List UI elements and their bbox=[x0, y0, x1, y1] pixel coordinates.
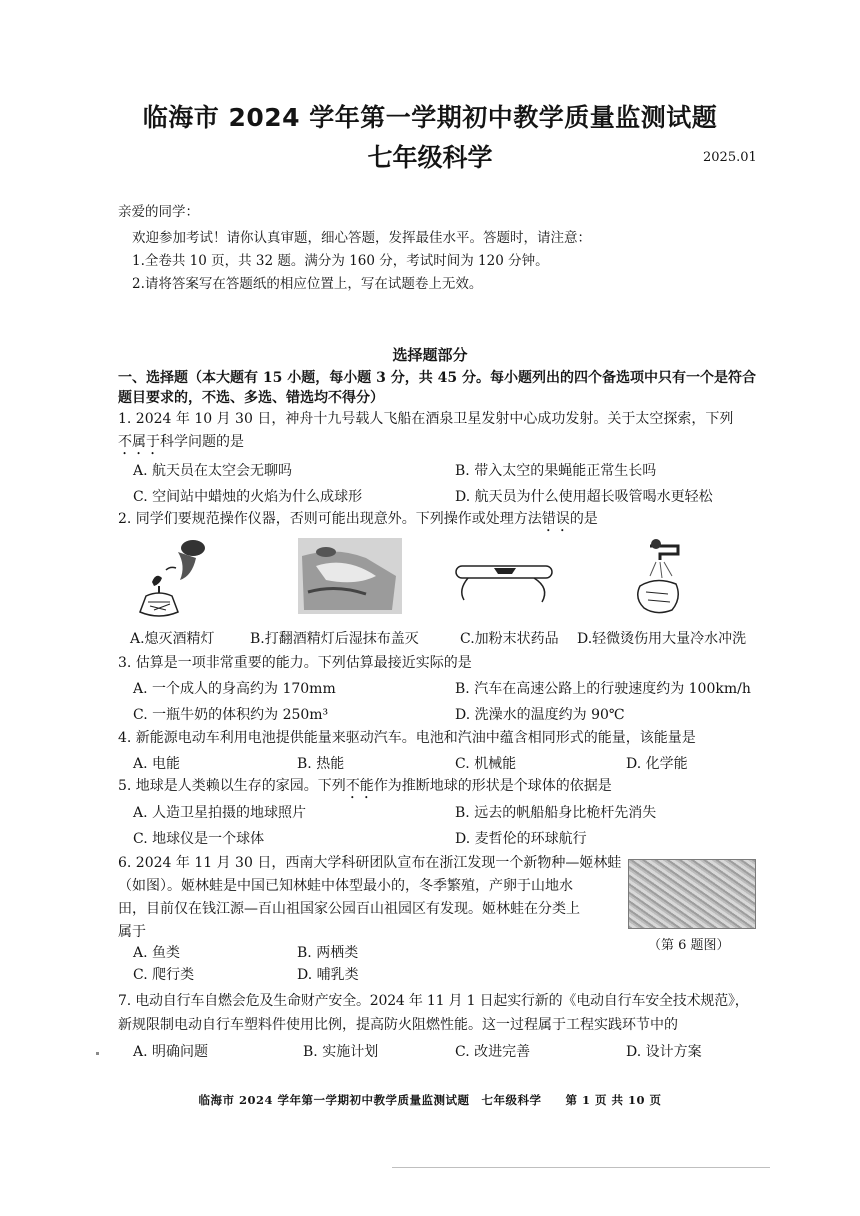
option-3c: C. 一瓶牛奶的体积约为 250m³ bbox=[133, 707, 329, 723]
emphasis-text: 不属于 bbox=[118, 434, 160, 450]
stem-text: 5. 地球是人类赖以生存的家园。下列 bbox=[118, 778, 346, 794]
option-5c: C. 地球仪是一个球体 bbox=[133, 831, 265, 847]
option-3b: B. 汽车在高速公路上的行驶速度约为 100km/h bbox=[455, 681, 751, 697]
figure-caption-q6: （第 6 题图） bbox=[648, 938, 730, 953]
option-6d: D. 哺乳类 bbox=[297, 967, 359, 983]
option-1c: C. 空间站中蜡烛的火焰为什么成球形 bbox=[133, 489, 363, 505]
option-5a: A. 人造卫星拍摄的地球照片 bbox=[133, 805, 307, 821]
stem-text: 科学问题的是 bbox=[160, 434, 244, 450]
option-6b: B. 两栖类 bbox=[297, 945, 359, 961]
question-6-stem: （如图）。姬林蛙是中国已知林蛙中体型最小的，冬季繁殖，产卵于山地水 bbox=[118, 878, 573, 894]
frog-photo bbox=[628, 859, 756, 929]
option-4d: D. 化学能 bbox=[626, 756, 688, 772]
stem-text: 作为推断地球的形状是个球体的依据是 bbox=[373, 778, 612, 794]
question-5-stem bbox=[118, 775, 612, 802]
question-6-stem: 田，目前仅在钱江源—百山祖国家公园百山祖园区有发现。姬林蛙在分类上 bbox=[118, 901, 580, 917]
instruction-line: 欢迎参加考试！请你认真审题，细心答题，发挥最佳水平。答题时，请注意： bbox=[132, 230, 591, 246]
damp-cloth-figure bbox=[296, 536, 406, 618]
page-footer: 临海市 2024 学年第一学期初中教学质量监测试题 七年级科学 第 1 页 共 10 页 bbox=[198, 1093, 662, 1107]
scan-artifact-line bbox=[392, 1167, 770, 1168]
alcohol-lamp-blowing-figure bbox=[126, 536, 236, 622]
exam-date: 2025.01 bbox=[703, 150, 757, 165]
option-3d: D. 洗澡水的温度约为 90℃ bbox=[455, 707, 625, 723]
option-6c: C. 爬行类 bbox=[133, 967, 195, 983]
figure-caption-b: B.打翻酒精灯后湿抹布盖灭 bbox=[250, 631, 419, 647]
question-1-stem-cont bbox=[118, 431, 244, 458]
test-tube-powder-figure bbox=[450, 540, 560, 606]
question-3-stem: 3. 估算是一项非常重要的能力。下列估算最接近实际的是 bbox=[118, 655, 472, 671]
option-4b: B. 热能 bbox=[297, 756, 345, 772]
instruction-line: 1.全卷共 10 页，共 32 题。满分为 160 分，考试时间为 120 分钟。 bbox=[132, 253, 549, 269]
option-1a: A. 航天员在太空会无聊吗 bbox=[133, 463, 293, 479]
cold-water-burn-figure bbox=[620, 536, 720, 622]
option-6a: A. 鱼类 bbox=[133, 945, 181, 961]
question-4-stem: 4. 新能源电动车利用电池提供能量来驱动汽车。电池和汽油中蕴含相同形式的能量，该能量是 bbox=[118, 730, 696, 746]
option-5b: B. 远去的帆船船身比桅杆先消失 bbox=[455, 805, 657, 821]
exam-title: 临海市 2024 学年第一学期初中教学质量监测试题 bbox=[142, 103, 718, 132]
question-7-stem: 新规限制电动自行车塑料件使用比例，提高防火阻燃性能。这一过程属于工程实践环节中的 bbox=[118, 1017, 678, 1033]
section-description: 一、选择题（本大题有 15 小题，每小题 3 分，共 45 分。每小题列出的四个备选项中只有一个是符合题目要求的，不选、多选、错选均不得分） bbox=[118, 370, 756, 406]
question-6-stem: 属于 bbox=[118, 924, 146, 940]
question-6-stem: 6. 2024 年 11 月 30 日，西南大学科研团队宣布在浙江发现一个新物种—姬林蛙 bbox=[118, 855, 622, 871]
stem-text: 的是 bbox=[569, 511, 598, 527]
option-7b: B. 实施计划 bbox=[303, 1044, 379, 1060]
figure-caption-c: C.加粉末状药品 bbox=[460, 631, 559, 647]
option-1b: B. 带入太空的果蝇能正常生长吗 bbox=[455, 463, 657, 479]
scan-artifact bbox=[96, 1052, 99, 1055]
option-3a: A. 一个成人的身高约为 170mm bbox=[133, 681, 336, 697]
option-7d: D. 设计方案 bbox=[626, 1044, 702, 1060]
exam-subtitle: 七年级科学 bbox=[367, 143, 493, 172]
option-7c: C. 改进完善 bbox=[455, 1044, 531, 1060]
option-4c: C. 机械能 bbox=[455, 756, 517, 772]
question-1-stem: 1. 2024 年 10 月 30 日，神舟十九号载人飞船在酒泉卫星发射中心成功发射。关于太空探索，下列 bbox=[118, 411, 734, 427]
option-5d: D. 麦哲伦的环球航行 bbox=[455, 831, 587, 847]
stem-text: 2. 同学们要规范操作仪器，否则可能出现意外。下列操作或处理方法 bbox=[118, 511, 542, 527]
emphasis-text: 错误 bbox=[541, 511, 570, 527]
figure-caption-d: D.轻微烫伤用大量冷水冲洗 bbox=[577, 631, 747, 647]
figure-caption-a: A.熄灭酒精灯 bbox=[130, 631, 215, 647]
option-1d: D. 航天员为什么使用超长吸管喝水更轻松 bbox=[455, 489, 713, 505]
instruction-line: 2.请将答案写在答题纸的相应位置上，写在试题卷上无效。 bbox=[132, 276, 483, 292]
greeting: 亲爱的同学： bbox=[118, 204, 199, 220]
emphasis-text: 不能 bbox=[345, 778, 374, 794]
option-4a: A. 电能 bbox=[133, 756, 181, 772]
question-7-stem: 7. 电动自行车自燃会危及生命财产安全。2024 年 11 月 1 日起实行新的《电动自行车安全技术规范》， bbox=[118, 993, 749, 1009]
option-7a: A. 明确问题 bbox=[133, 1044, 209, 1060]
question-2-stem bbox=[118, 508, 598, 535]
section-title: 选择题部分 bbox=[392, 346, 468, 364]
